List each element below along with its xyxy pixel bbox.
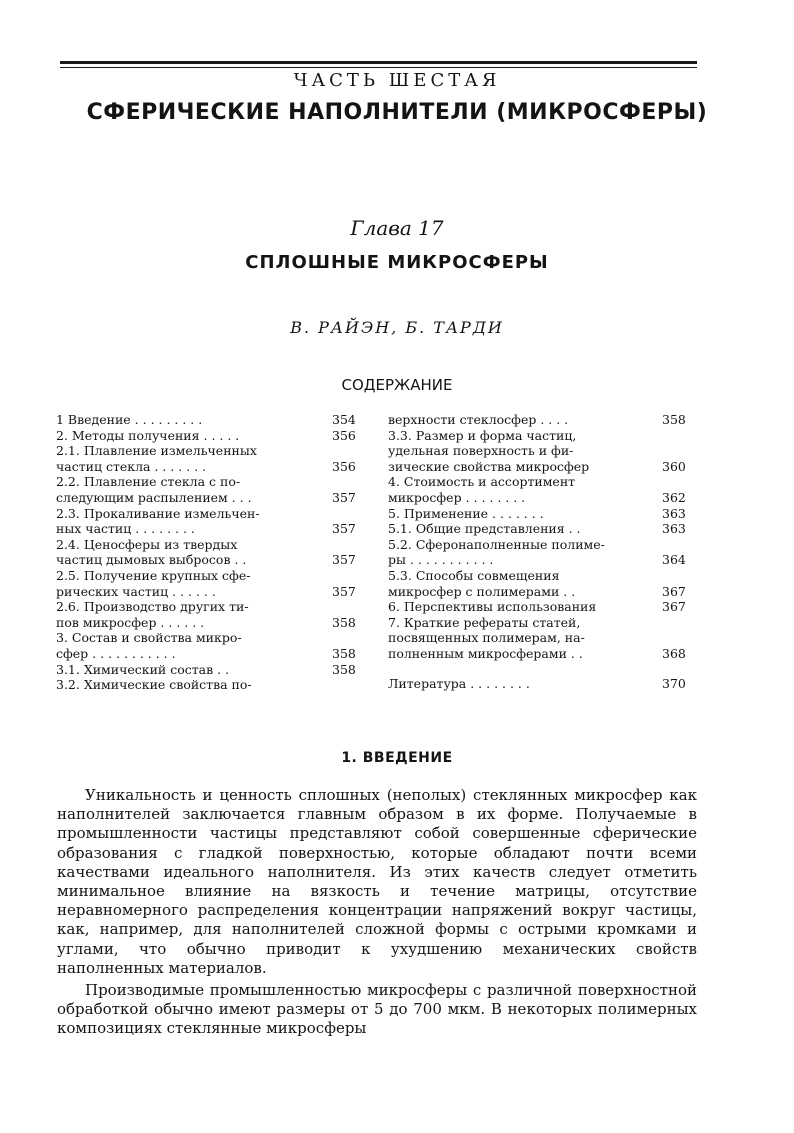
body-text: [57, 786, 697, 1039]
toc-item: 5. Применение . . . . . . . 363: [388, 505, 686, 521]
toc-item: 2. Методы получения . . . . . 356: [56, 427, 356, 443]
toc-item: 3.1. Химический состав . . 358: [56, 661, 356, 677]
authors: В. РАЙЭН, Б. ТАРДИ: [290, 318, 504, 337]
toc-spacer: [388, 662, 700, 676]
contents-heading: СОДЕРЖАНИЕ: [341, 376, 453, 394]
toc-item: 7. Краткие рефераты статей, посвященных полимерам, на- полненным микросферами . . 368: [388, 614, 686, 661]
part-title: СФЕРИЧЕСКИЕ НАПОЛНИТЕЛИ (МИКРОСФЕРЫ): [86, 100, 708, 125]
toc-item: 1 Введение . . . . . . . . . 354: [56, 412, 356, 427]
header-rule-thick: [60, 61, 697, 64]
toc-item: 3. Состав и свойства микро- сфер . . . . . . . . . . . 358: [56, 630, 356, 661]
chapter-title: СПЛОШНЫЕ МИКРОСФЕРЫ: [245, 252, 549, 273]
toc-left-column: [56, 412, 366, 693]
section-heading: 1. ВВЕДЕНИЕ: [341, 750, 453, 766]
toc-item: 5.1. Общие представления . . 363: [388, 521, 686, 537]
toc-item: 6. Перспективы использования 367: [388, 599, 686, 615]
toc-item: 5.2. Сферонаполненные полиме- ры . . . . . . . . . . . 364: [388, 536, 686, 568]
header-rule-thin: [60, 67, 697, 68]
toc-item: 4. Стоимость и ассортимент микросфер . . . . . . . . 362: [388, 474, 686, 505]
toc-item: 2.1. Плавление измельченных частиц стекла . . . . . . . 356: [56, 443, 356, 474]
toc-item: 2.2. Плавление стекла с по- следующим распылением . . . 357: [56, 474, 356, 505]
toc-right-column: [388, 412, 700, 691]
toc-item: верхности стеклосфер . . . . 358: [388, 412, 686, 427]
toc-item: 2.5. Получение крупных сфе- рических частиц . . . . . . 357: [56, 567, 356, 599]
toc-item: Литература . . . . . . . . 370: [388, 675, 686, 691]
body-paragraph: Производимые промышленностью микросферы с различной поверхностной обработкой обычно имеют размеры от 5 до 700 мкм. В некоторых полимерных композициях стеклянные микросферы: [57, 981, 697, 1038]
chapter-label: Глава 17: [350, 216, 444, 240]
toc-item: 2.6. Производство других ти- пов микросфер . . . . . . 358: [56, 599, 356, 630]
toc-item: 3.3. Размер и форма частиц, удельная поверхность и фи- зические свойства микросфер 360: [388, 427, 686, 474]
part-label: ЧАСТЬ ШЕСТАЯ: [293, 70, 501, 91]
toc-item: 2.4. Ценосферы из твердых частиц дымовых выбросов . . 357: [56, 536, 356, 568]
toc-item: 2.3. Прокаливание измельчен- ных частиц . . . . . . . . 357: [56, 505, 356, 537]
body-paragraph: Уникальность и ценность сплошных (неполых) стеклянных микросфер как наполнителей заключается главным образом в их форме. Получаемые в промышленности частицы представляют собой совершенные сферические образования с гладкой поверхностью, которые обладают почти всеми качествами идеального наполнителя. Из этих качеств следует отметить минимальное влияние на вязкость и течение матрицы, отсутствие неравномерного распределения концентрации напряжений вокруг частицы, как, например, для наполнителей сложной формы с острыми кромками и углами, что обычно приводит к ухудшению механических свойств наполненных материалов.: [57, 786, 697, 977]
toc-item: 5.3. Способы совмещения микросфер с полимерами . . 367: [388, 567, 686, 599]
toc-item: 3.2. Химические свойства по-: [56, 677, 252, 693]
